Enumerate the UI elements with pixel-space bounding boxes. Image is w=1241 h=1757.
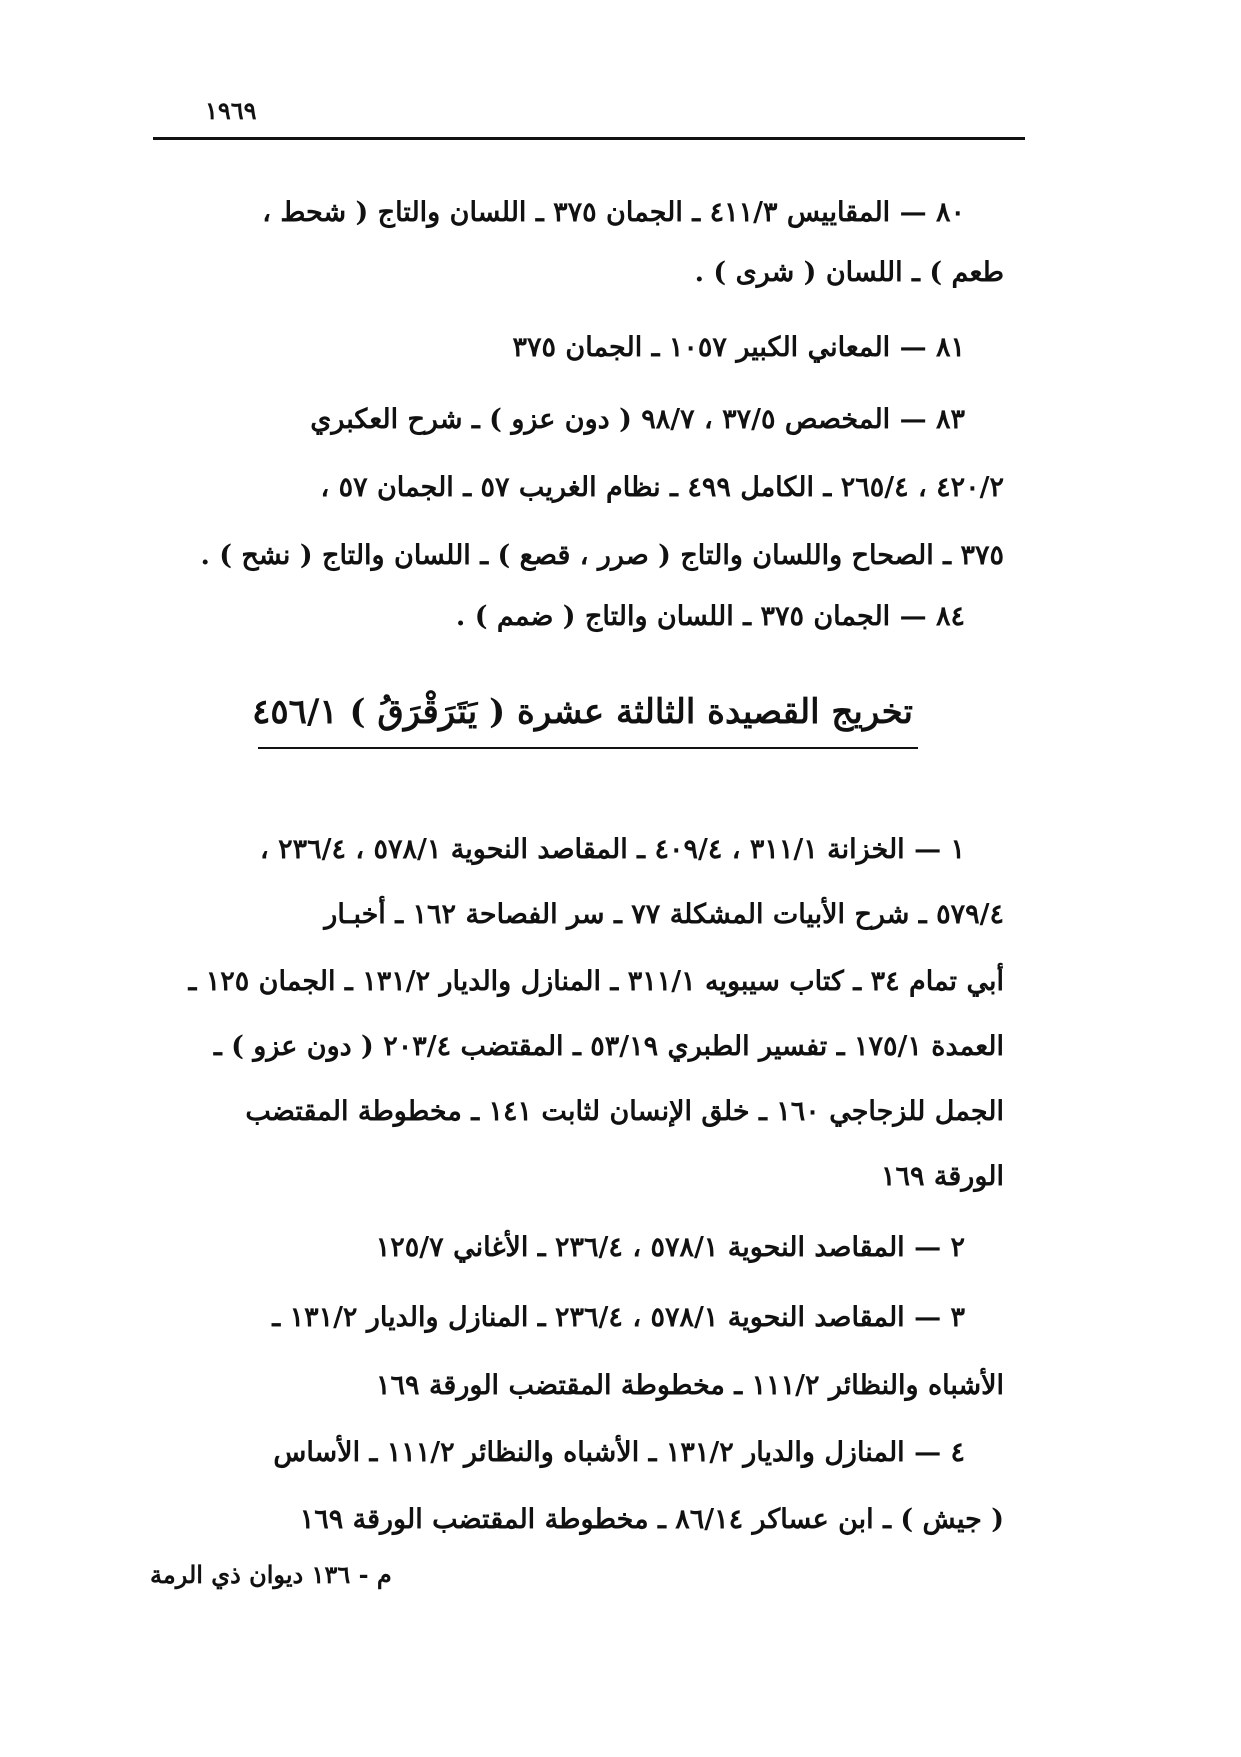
- entry-1-line-3: أبي تمام ٣٤ ـ كتاب سيبويه ٣١١/١ ـ المنازل والديار ١٣١/٢ ـ الجمان ١٢٥ ـ: [188, 966, 1004, 997]
- entry-1-line-1: ١ — الخزانة ٣١١/١ ، ٤٠٩/٤ ـ المقاصد النحوية ٥٧٨/١ ، ٢٣٦/٤ ،: [260, 834, 965, 865]
- entry-83-line-1: ٨٣ — المخصص ٣٧/٥ ، ٩٨/٧ ( دون عزو ) ـ شرح العكبري: [310, 404, 965, 435]
- entry-1-line-2: ٥٧٩/٤ ـ شرح الأبيات المشكلة ٧٧ ـ سر الفصاحة ١٦٢ ـ أخبـار: [324, 899, 1004, 930]
- entry-80-line-2: طعم ) ـ اللسان ( شرى ) .: [694, 257, 1004, 288]
- entry-3-line-2: الأشباه والنظائر ١١١/٢ ـ مخطوطة المقتضب الورقة ١٦٩: [376, 1370, 1004, 1401]
- page-number: ١٩٦٩: [205, 96, 257, 125]
- header-rule: [153, 137, 1025, 140]
- entry-1-line-6: الورقة ١٦٩: [880, 1161, 1004, 1192]
- entry-84-line: ٨٤ — الجمان ٣٧٥ ـ اللسان والتاج ( ضمم ) .: [455, 601, 965, 632]
- section-heading: تخريج القصيدة الثالثة عشرة ( يَتَرَقْرَقُ ) ٤٥٦/١: [252, 692, 913, 732]
- entry-2-line: ٢ — المقاصد النحوية ٥٧٨/١ ، ٢٣٦/٤ ـ الأغاني ١٢٥/٧: [375, 1232, 965, 1263]
- entry-83-line-2: ٤٢٠/٢ ، ٢٦٥/٤ ـ الكامل ٤٩٩ ـ نظام الغريب ٥٧ ـ الجمان ٥٧ ،: [320, 472, 1004, 503]
- entry-4-line-1: ٤ — المنازل والديار ١٣١/٢ ـ الأشباه والنظائر ١١١/٢ ـ الأساس: [273, 1437, 965, 1468]
- entry-80-line-1: ٨٠ — المقاييس ٤١١/٣ ـ الجمان ٣٧٥ ـ اللسان والتاج ( شحط ،: [262, 197, 965, 228]
- footer-signature: م - ١٣٦ ديوان ذي الرمة: [150, 1560, 392, 1589]
- entry-1-line-5: الجمل للزجاجي ١٦٠ ـ خلق الإنسان لثابت ١٤١ ـ مخطوطة المقتضب: [245, 1096, 1004, 1127]
- entry-83-line-3: ٣٧٥ ـ الصحاح واللسان والتاج ( صرر ، قصع ) ـ اللسان والتاج ( نشح ) .: [200, 540, 1004, 571]
- entry-1-line-4: العمدة ١٧٥/١ ـ تفسير الطبري ٥٣/١٩ ـ المقتضب ٢٠٣/٤ ( دون عزو ) ـ: [213, 1031, 1004, 1062]
- entry-81-line: ٨١ — المعاني الكبير ١٠٥٧ ـ الجمان ٣٧٥: [512, 332, 965, 363]
- heading-underline: [258, 747, 918, 749]
- entry-3-line-1: ٣ — المقاصد النحوية ٥٧٨/١ ، ٢٣٦/٤ ـ المنازل والديار ١٣١/٢ ـ: [272, 1302, 965, 1333]
- entry-4-line-2: ( جيش ) ـ ابن عساكر ٨٦/١٤ ـ مخطوطة المقتضب الورقة ١٦٩: [299, 1504, 1004, 1535]
